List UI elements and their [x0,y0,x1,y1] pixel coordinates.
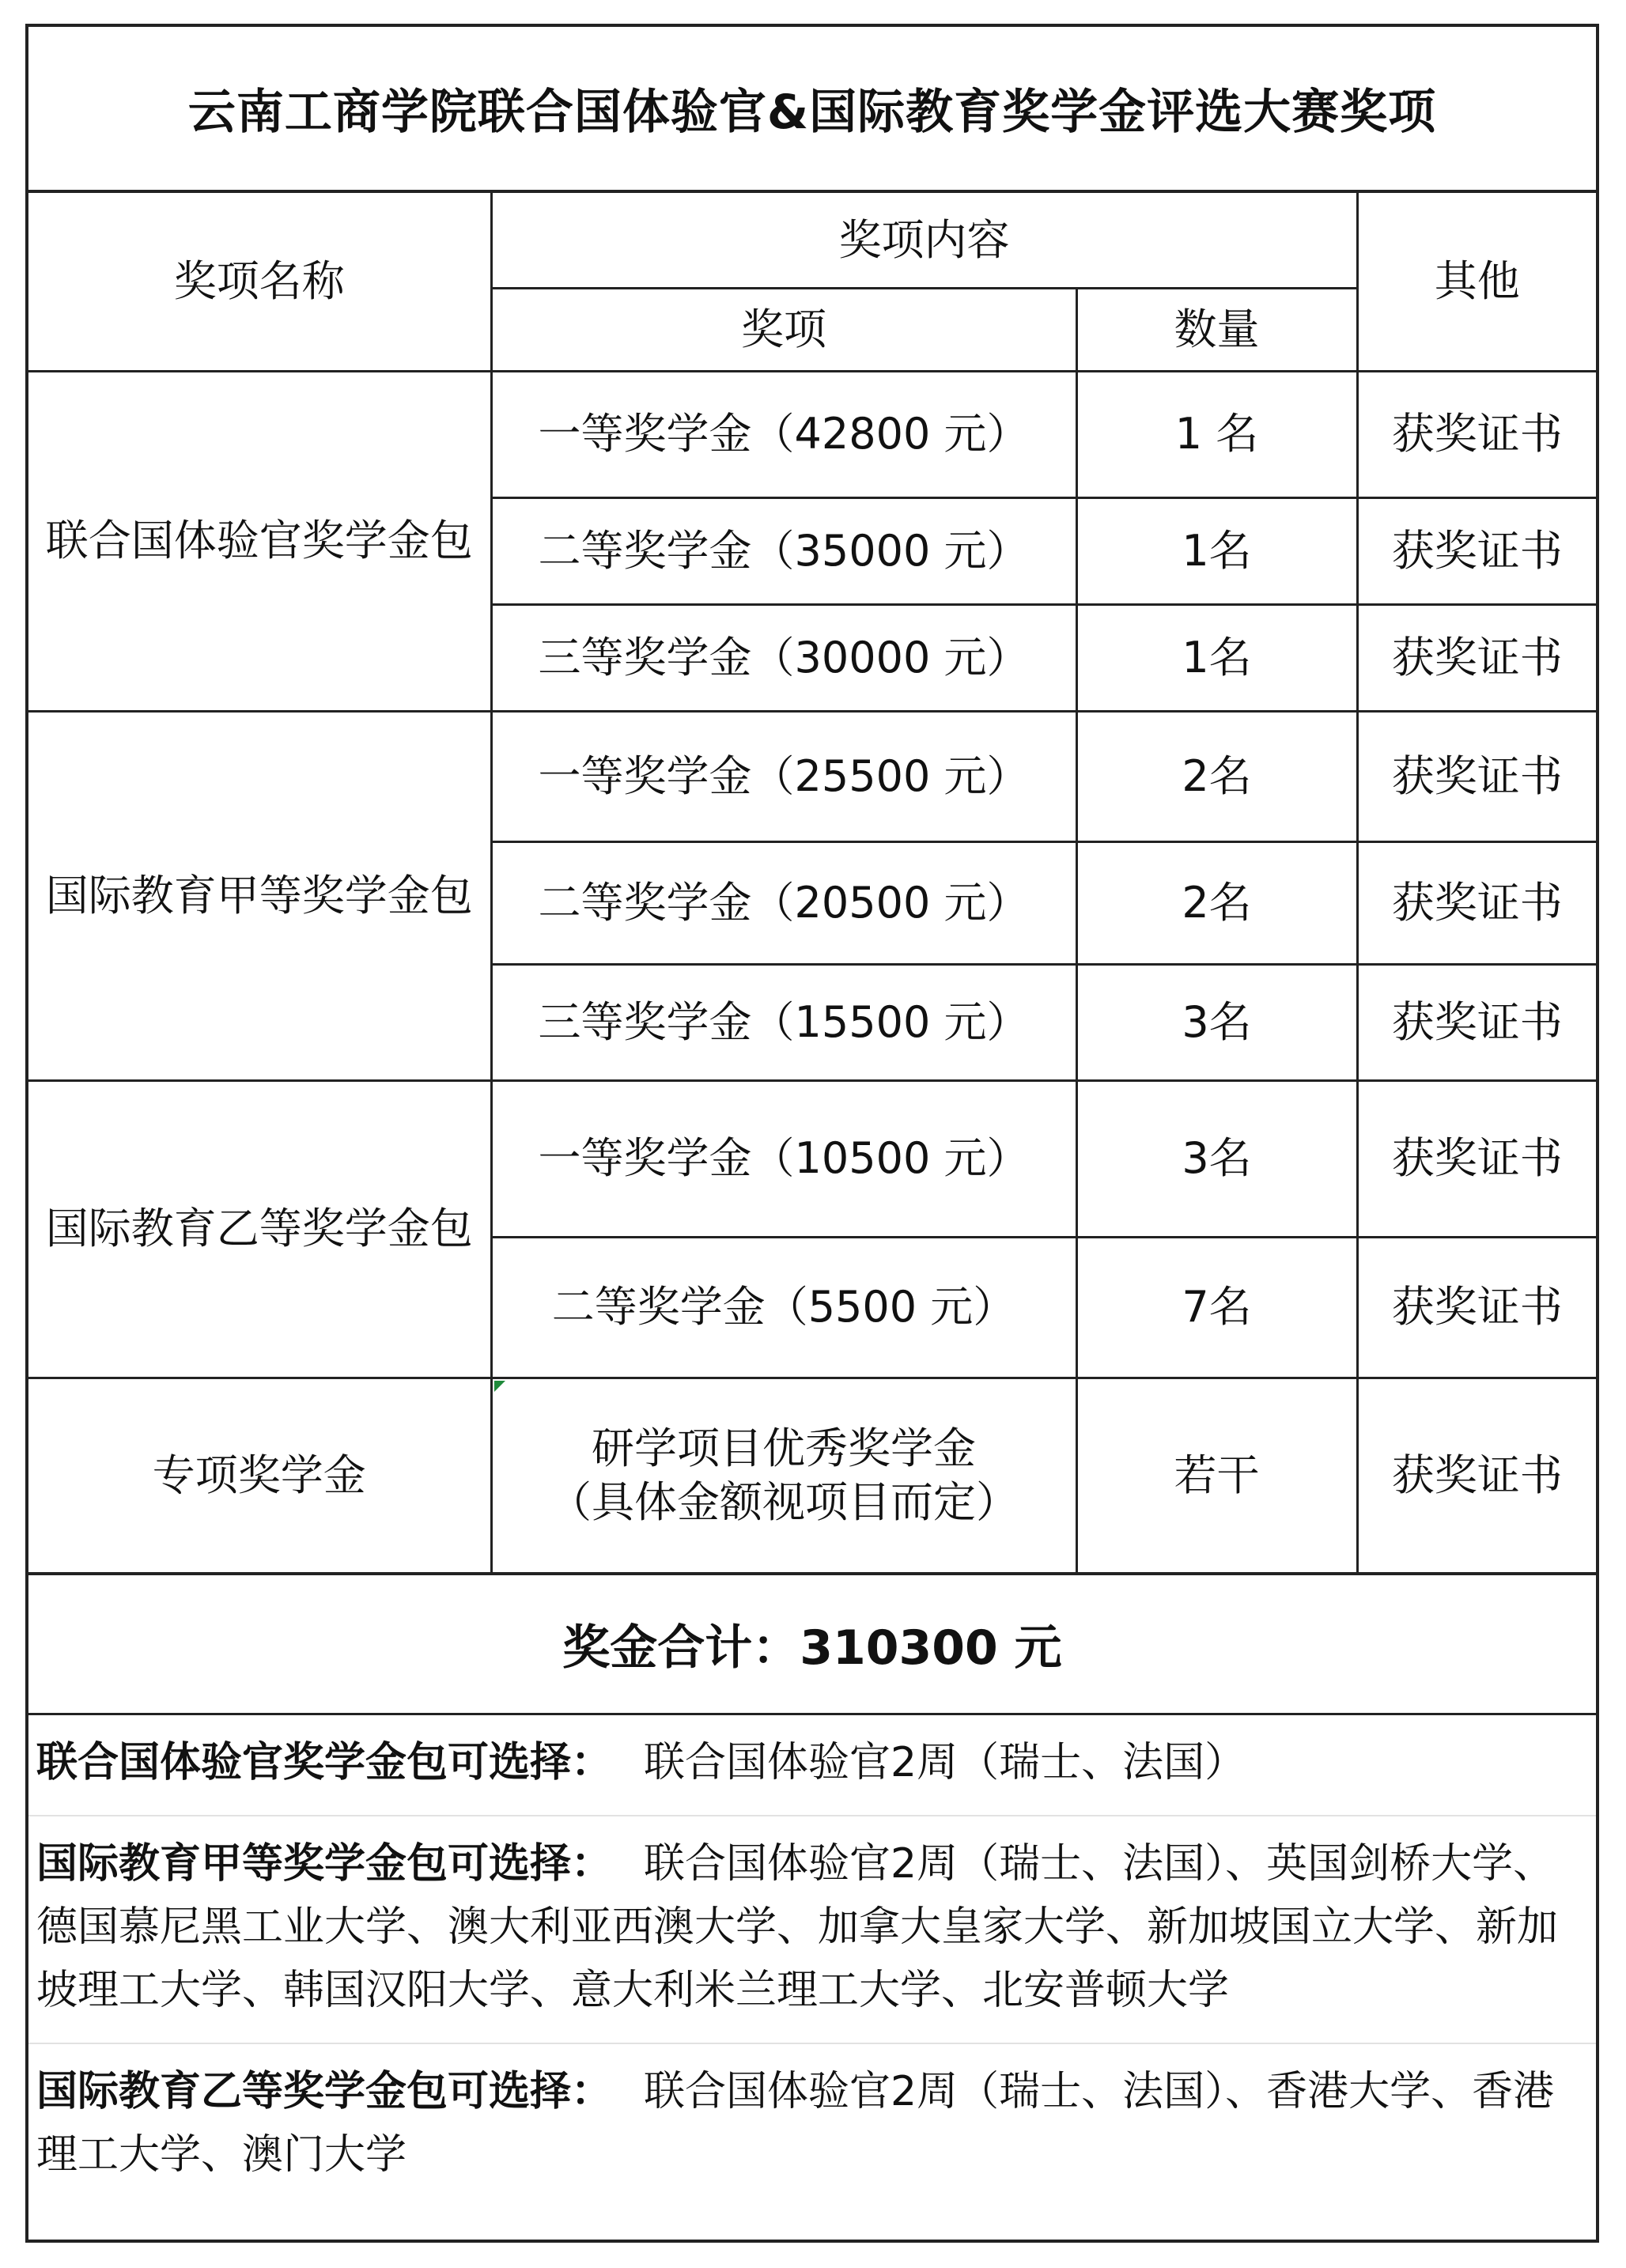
group-name: 国际教育甲等奖学金包 [28,711,491,1080]
quantity-cell: 1名 [1076,604,1357,711]
quantity-cell: 1名 [1076,497,1357,604]
quantity-cell: 1 名 [1076,371,1357,497]
option-label: 国际教育乙等奖学金包可选择： [36,2068,613,2115]
table-row [28,1378,1596,1573]
option-item [28,1715,1596,1816]
award-line: 研学项目优秀奖学金 [592,1423,976,1473]
option-text: 联合国体验官2周（瑞士、法国）、香港大学、香港理工大学、澳门大学 [36,2068,1555,2179]
quantity-cell: 3名 [1076,964,1357,1080]
option-text: 联合国体验官2周（瑞士、法国）、英国剑桥大学、德国慕尼黑工业大学、澳大利亚西澳大学、加拿大皇家大学、新加坡国立大学、新加坡理工大学、韩国汉阳大学、意大利米兰理工大学、北安普顿大学 [36,1840,1559,2014]
other-cell: 获奖证书 [1357,1080,1596,1237]
quantity-cell: 3名 [1076,1080,1357,1237]
award-cell: 三等奖学金（15500 元） [491,964,1076,1080]
option-item [28,2044,1596,2207]
table-row [28,711,1596,841]
table-row [28,1080,1596,1237]
group-name: 联合国体验官奖学金包 [28,371,491,711]
award-cell: 二等奖学金（5500 元） [491,1237,1076,1378]
award-cell: 三等奖学金（30000 元） [491,604,1076,711]
options-section [28,1715,1596,2207]
awards-table [28,193,1596,1574]
group-name: 专项奖学金 [28,1378,491,1573]
quantity-cell: 7名 [1076,1237,1357,1378]
other-cell: 获奖证书 [1357,604,1596,711]
other-cell: 获奖证书 [1357,1378,1596,1573]
group-name: 国际教育乙等奖学金包 [28,1080,491,1378]
quantity-cell: 2名 [1076,711,1357,841]
option-label: 联合国体验官奖学金包可选择： [36,1739,613,1786]
option-label: 国际教育甲等奖学金包可选择： [36,1840,613,1888]
comment-marker-icon [494,1381,505,1392]
option-item [28,1816,1596,2044]
total-amount: 奖金合计：310300 元 [28,1573,1596,1715]
other-cell: 获奖证书 [1357,1237,1596,1378]
quantity-cell: 2名 [1076,841,1357,964]
award-cell [491,1378,1076,1573]
table-row [28,371,1596,497]
page-title: 云南工商学院联合国体验官&国际教育奖学金评选大赛奖项 [28,27,1596,193]
award-cell: 一等奖学金（25500 元） [491,711,1076,841]
header-award: 奖项 [491,288,1076,371]
awards-document [25,24,1599,2243]
quantity-cell: 若干 [1076,1378,1357,1573]
header-row [28,193,1596,288]
header-award-name: 奖项名称 [28,193,491,371]
header-other: 其他 [1357,193,1596,371]
header-award-content: 奖项内容 [491,193,1357,288]
other-cell: 获奖证书 [1357,964,1596,1080]
header-quantity: 数量 [1076,288,1357,371]
award-cell: 一等奖学金（10500 元） [491,1080,1076,1237]
option-text: 联合国体验官2周（瑞士、法国） [644,1739,1246,1786]
other-cell: 获奖证书 [1357,371,1596,497]
other-cell: 获奖证书 [1357,841,1596,964]
other-cell: 获奖证书 [1357,497,1596,604]
award-cell: 二等奖学金（35000 元） [491,497,1076,604]
award-cell: 一等奖学金（42800 元） [491,371,1076,497]
award-line: （具体金额视项目而定） [549,1476,1019,1527]
other-cell: 获奖证书 [1357,711,1596,841]
award-cell: 二等奖学金（20500 元） [491,841,1076,964]
